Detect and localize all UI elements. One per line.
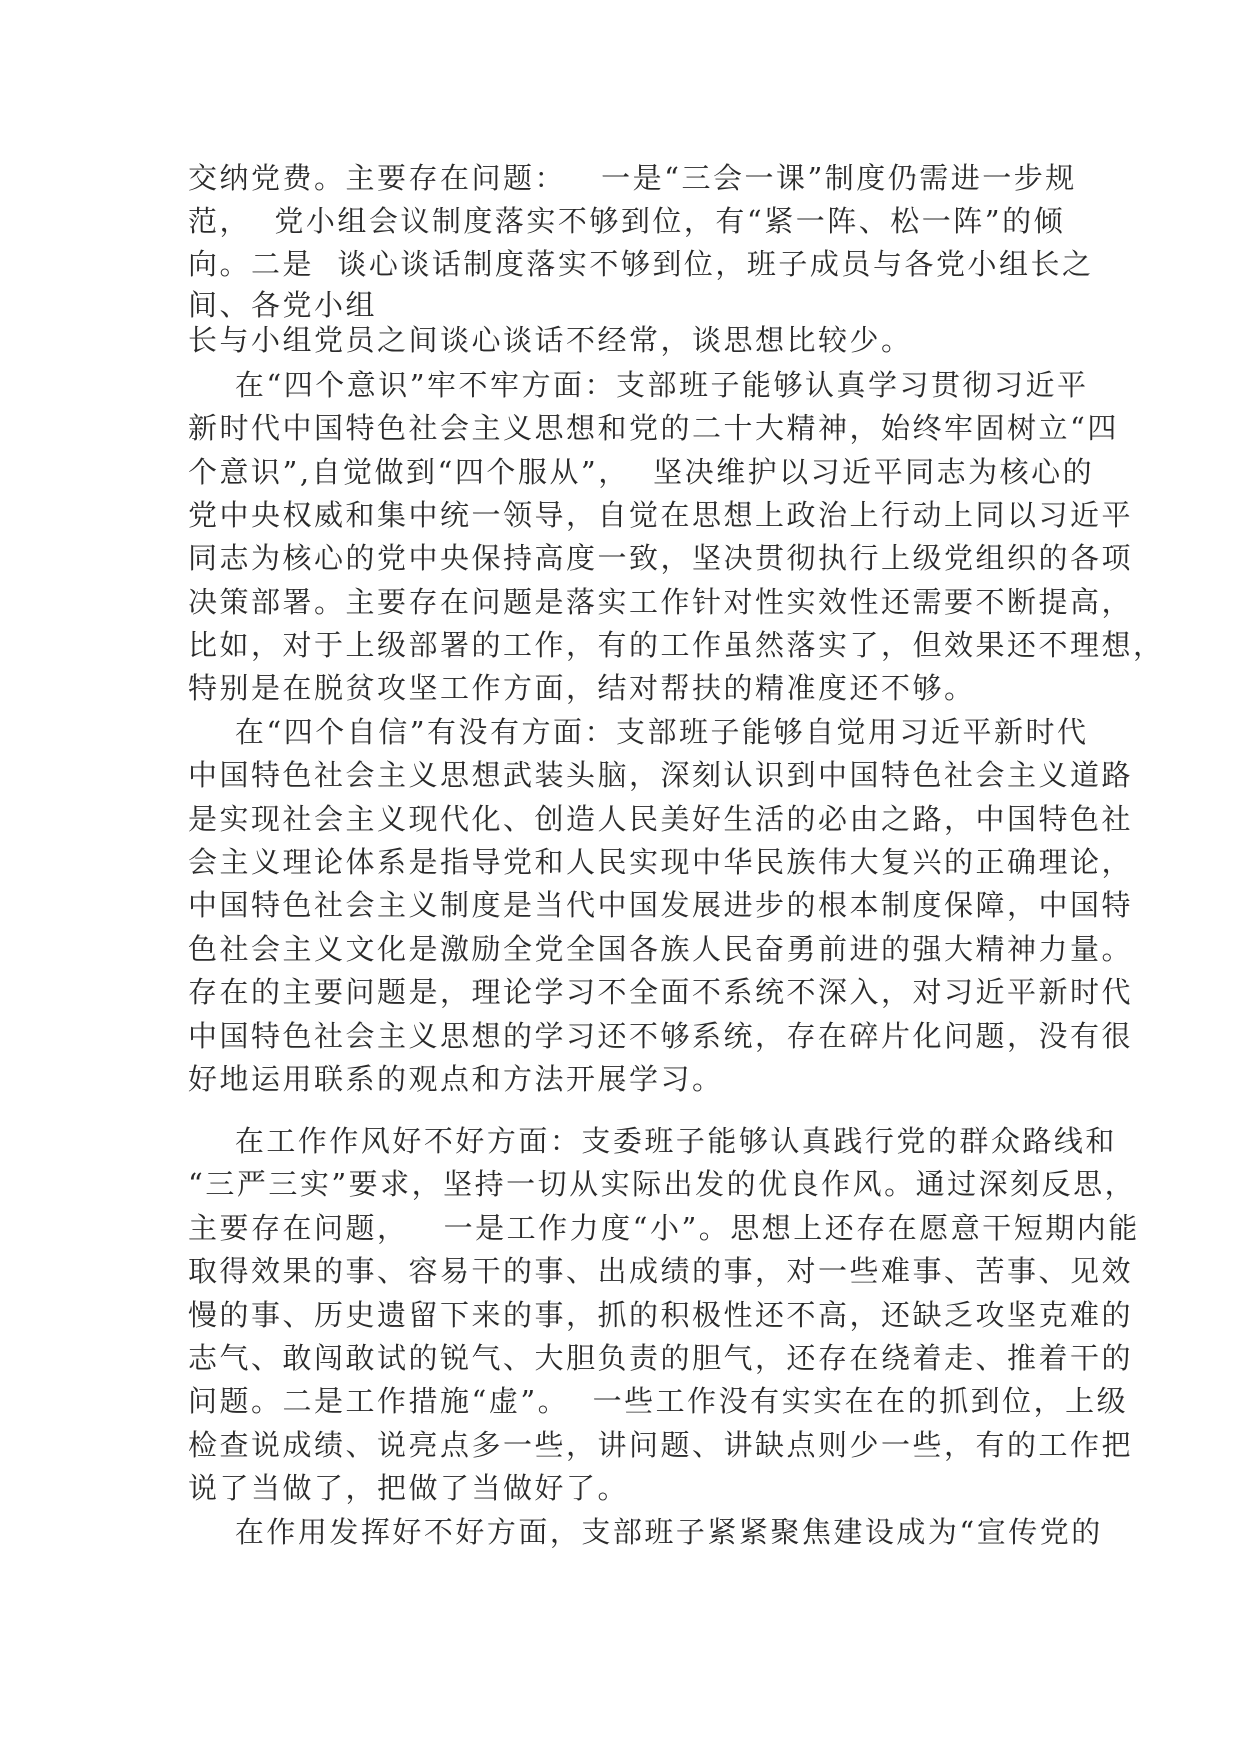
text-line: 党中央权威和集中统一领导，自觉在思想上政治上行动上同以习近平 <box>188 498 1134 532</box>
text-line: 中国特色社会主义制度是当代中国发展进步的根本制度保障，中国特 <box>188 888 1134 922</box>
text-line: 中国特色社会主义思想的学习还不够系统，存在碎片化问题，没有很 <box>188 1019 1134 1053</box>
paragraph-start-line: 在“四个自信”有没有方面：支部班子能够自觉用习近平新时代 <box>188 715 1089 749</box>
text-line: 新时代中国特色社会主义思想和党的二十大精神，始终牢固树立“四 <box>188 411 1119 445</box>
text-line: 志气、敢闯敢试的锐气、大胆负责的胆气，还存在绕着走、推着干的 <box>188 1341 1134 1375</box>
text-line: 存在的主要问题是，理论学习不全面不系统不深入，对习近平新时代 <box>188 975 1134 1009</box>
text-line: 长与小组党员之间谈心谈话不经常，谈思想比较少。 <box>188 323 913 357</box>
paragraph-start-line: 在“四个意识”牢不牢方面：支部班子能够认真学习贯彻习近平 <box>188 368 1089 402</box>
text-line: 决策部署。主要存在问题是落实工作针对性实效性还需要不断提高， <box>188 585 1134 619</box>
text-line: 色社会主义文化是激励全党全国各族人民奋勇前进的强大精神力量。 <box>188 932 1134 966</box>
text-line: 是实现社会主义现代化、创造人民美好生活的必由之路，中国特色社 <box>188 802 1134 836</box>
text-line: 取得效果的事、容易干的事、出成绩的事，对一些难事、苦事、见效 <box>188 1254 1134 1288</box>
text-line: 向。二是 谈心谈话制度落实不够到位，班子成员与各党小组长之 <box>188 247 1094 281</box>
text-line: 间、各党小组 <box>188 288 378 322</box>
text-line: 检查说成绩、说亮点多一些，讲问题、讲缺点则少一些，有的工作把 <box>188 1428 1134 1462</box>
text-line: 问题。二是工作措施“虚”。 一些工作没有实实在在的抓到位，上级 <box>188 1384 1129 1418</box>
text-line: 同志为核心的党中央保持高度一致，坚决贯彻执行上级党组织的各项 <box>188 541 1134 575</box>
text-line: 主要存在问题， 一是工作力度“小”。思想上还存在愿意干短期内能 <box>188 1211 1140 1245</box>
text-line: 会主义理论体系是指导党和人民实现中华民族伟大复兴的正确理论， <box>188 845 1134 879</box>
paragraph-start-line: 在工作作风好不好方面：支委班子能够认真践行党的群众路线和 <box>188 1124 1117 1158</box>
text-line: 比如，对于上级部署的工作，有的工作虽然落实了，但效果还不理想， <box>188 628 1165 662</box>
paragraph-start-line: 在作用发挥好不好方面，支部班子紧紧聚焦建设成为“宣传党的 <box>188 1515 1103 1549</box>
text-line: 个意识”,自觉做到“四个服从”， 坚决维护以习近平同志为核心的 <box>188 455 1095 489</box>
text-line: 好地运用联系的观点和方法开展学习。 <box>188 1062 724 1096</box>
text-line: 范， 党小组会议制度落实不够到位，有“紧一阵、松一阵”的倾 <box>188 204 1066 238</box>
text-line: “三严三实”要求，坚持一切从实际出发的优良作风。通过深刻反思， <box>188 1167 1137 1201</box>
text-line: 特别是在脱贫攻坚工作方面，结对帮扶的精准度还不够。 <box>188 671 976 705</box>
text-line: 说了当做了，把做了当做好了。 <box>188 1471 630 1505</box>
text-line: 中国特色社会主义思想武装头脑，深刻认识到中国特色社会主义道路 <box>188 758 1134 792</box>
text-line: 慢的事、历史遗留下来的事，抓的积极性还不高，还缺乏攻坚克难的 <box>188 1298 1134 1332</box>
text-line: 交纳党费。主要存在问题： 一是“三会一课”制度仍需进一步规 <box>188 161 1077 195</box>
